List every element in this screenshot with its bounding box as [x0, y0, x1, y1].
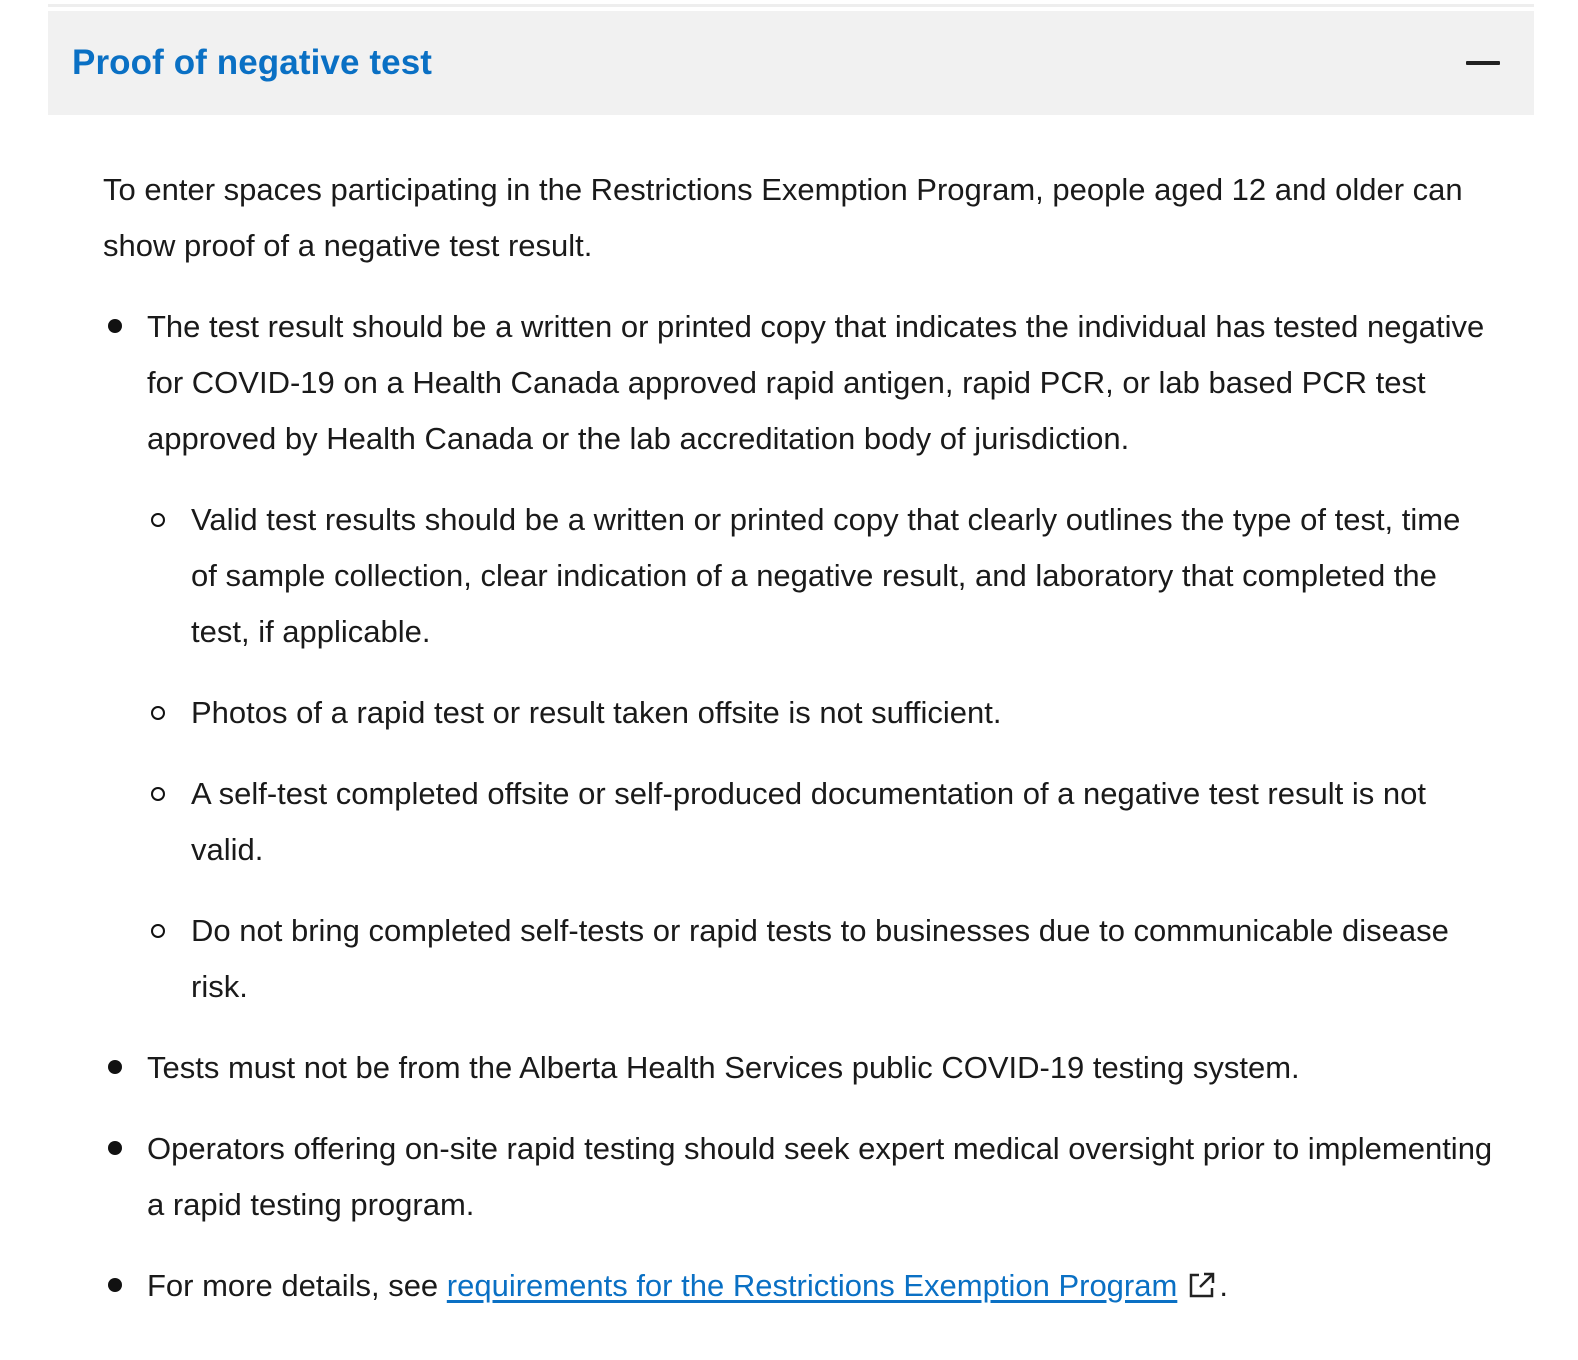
accordion-title: Proof of negative test: [72, 43, 433, 82]
list-item: [103, 299, 1493, 1015]
bullet-circle-icon: [151, 787, 165, 801]
sub-list-item-text: Do not bring completed self-tests or rapid tests to businesses due to communicable disease risk.: [191, 913, 1449, 1004]
list-item-text: Operators offering on-site rapid testing should seek expert medical oversight prior to implementing a rapid testing program.: [147, 1131, 1493, 1222]
list-item-text: The test result should be a written or printed copy that indicates the individual has tested negative for COVID-19 on a Health Canada approved rapid antigen, rapid PCR, or lab based PCR test approved by Health Canada or the lab accreditation body of jurisdiction.: [147, 309, 1485, 456]
bullet-circle-icon: [151, 924, 165, 938]
top-divider: [48, 4, 1534, 7]
sub-list-item-text: A self-test completed offsite or self-produced documentation of a negative test result is not valid.: [191, 776, 1426, 867]
bullet-circle-icon: [151, 513, 165, 527]
list-item: [103, 1121, 1493, 1233]
bullet-disc-icon: [108, 1060, 122, 1074]
sub-list-item: [147, 903, 1493, 1015]
bullet-disc-icon: [108, 1278, 122, 1292]
bullet-circle-icon: [151, 706, 165, 720]
accordion-header-proof-of-negative-test[interactable]: [48, 11, 1534, 115]
list-item: [103, 1040, 1493, 1096]
minus-icon[interactable]: [1466, 46, 1500, 80]
sub-list-item-text: Photos of a rapid test or result taken offsite is not sufficient.: [191, 695, 1002, 730]
details-prefix: For more details, see: [147, 1268, 447, 1303]
sub-list-item: [147, 685, 1493, 741]
external-link-icon[interactable]: [1185, 1268, 1219, 1302]
details-suffix: .: [1219, 1268, 1228, 1303]
sub-list-item: [147, 766, 1493, 878]
sub-list-item-text: Valid test results should be a written or printed copy that clearly outlines the type of test, time of sample collection, clear indication of a negative result, and laboratory that completed the test, if applicable.: [191, 502, 1461, 649]
accordion-content: [103, 162, 1493, 1339]
intro-paragraph: To enter spaces participating in the Restrictions Exemption Program, people aged 12 and older can show proof of a negative test result.: [103, 172, 1463, 263]
sub-requirements-list: [147, 492, 1493, 1015]
requirements-list: [103, 299, 1493, 1314]
list-item: [103, 1258, 1493, 1314]
requirements-link[interactable]: requirements for the Restrictions Exemption Program: [446, 1268, 1178, 1303]
bullet-disc-icon: [108, 319, 122, 333]
bullet-disc-icon: [108, 1141, 122, 1155]
sub-list-item: [147, 492, 1493, 660]
list-item-text: Tests must not be from the Alberta Health Services public COVID-19 testing system.: [147, 1050, 1300, 1085]
